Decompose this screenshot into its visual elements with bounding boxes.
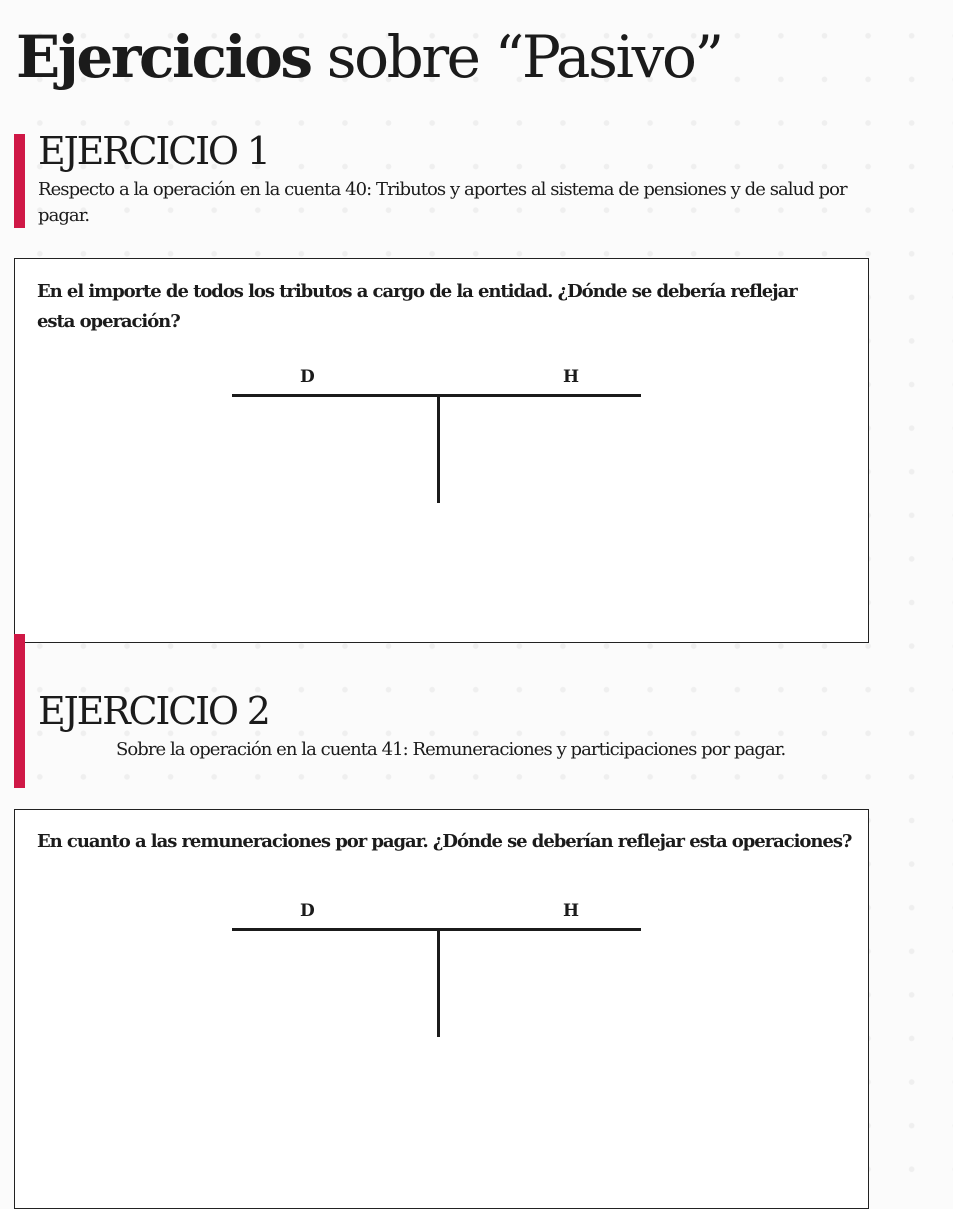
page-title-rest: sobre “Pasivo” bbox=[310, 23, 722, 91]
t-account-debit-label: D bbox=[300, 367, 315, 387]
exercise-1-description: Respecto a la operación en la cuenta 40: Tributos y aportes al sistema de pensiones y de salud por pagar. bbox=[38, 179, 847, 226]
exercise-2-t-account bbox=[232, 901, 641, 1041]
t-account-debit-label: D bbox=[300, 901, 315, 921]
page-title bbox=[16, 22, 722, 92]
exercise-1-heading: EJERCICIO 1 bbox=[38, 129, 269, 173]
exercise-1-t-account bbox=[232, 367, 641, 507]
exercise-2-accent-bar bbox=[14, 634, 25, 788]
t-account-credit-label: H bbox=[563, 367, 580, 387]
t-account-credit-label: H bbox=[563, 901, 580, 921]
exercise-2-question-box bbox=[14, 809, 869, 1209]
exercise-1-question-box bbox=[14, 258, 869, 643]
exercise-2-heading: EJERCICIO 2 bbox=[38, 689, 269, 733]
exercise-1-question: En el importe de todos los tributos a cargo de la entidad. ¿Dónde se debería reflejar esta operación? bbox=[37, 281, 797, 332]
exercise-1-accent-bar bbox=[14, 134, 25, 228]
t-account-vertical-line bbox=[437, 394, 440, 503]
exercise-2-question: En cuanto a las remuneraciones por pagar. ¿Dónde se deberían reflejar esta operaciones? bbox=[37, 831, 852, 852]
exercise-2-description: Sobre la operación en la cuenta 41: Remuneraciones y participaciones por pagar. bbox=[116, 739, 786, 760]
t-account-vertical-line bbox=[437, 928, 440, 1037]
page-title-bold: Ejercicios bbox=[16, 23, 311, 91]
